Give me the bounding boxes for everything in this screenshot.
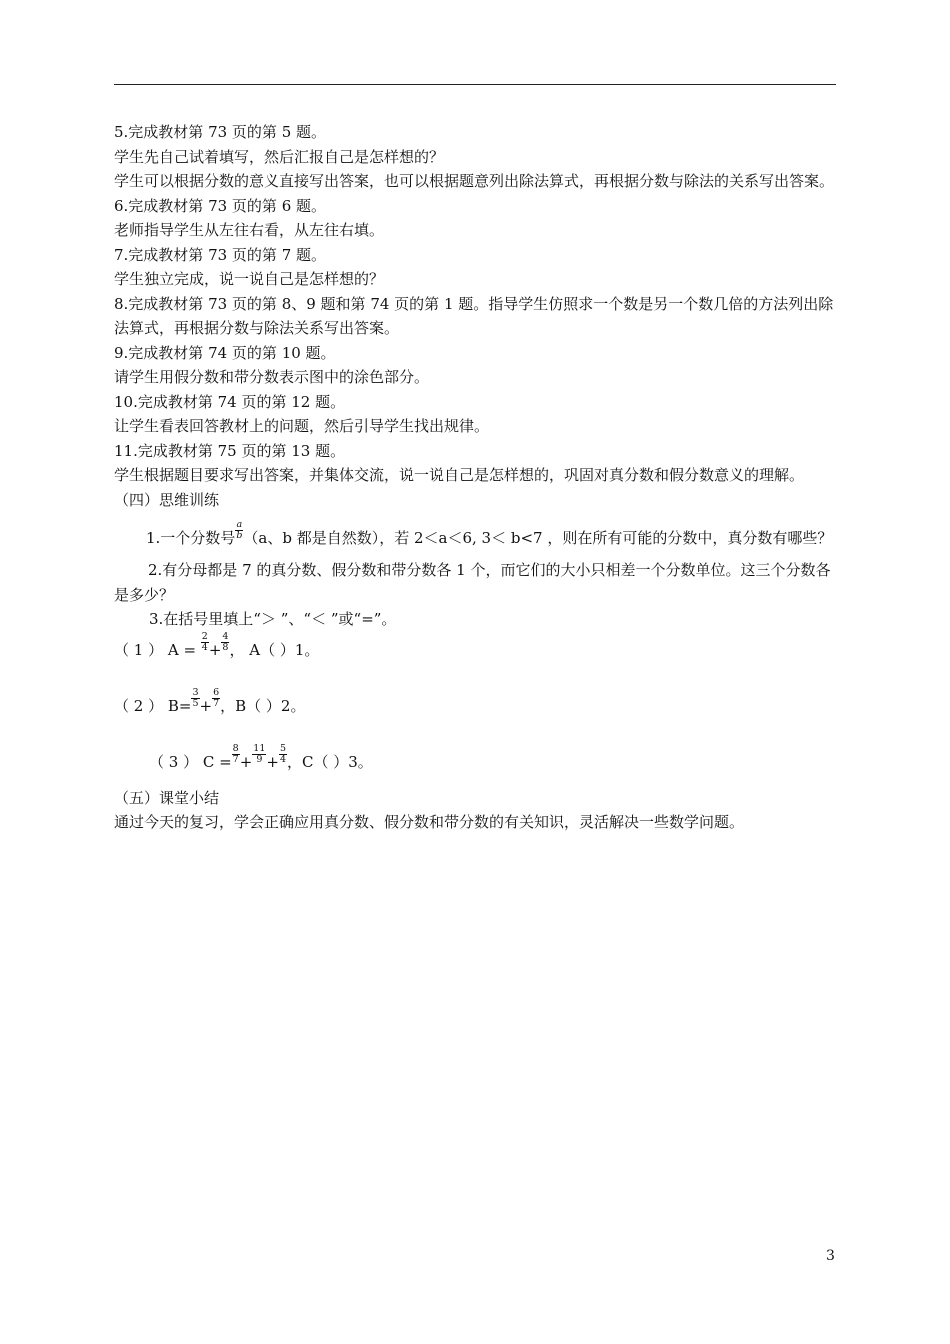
question-1: 1.一个分数号 $\frac{a}{b}$ （a、b 都是自然数），若 2＜a＜6, 3＜ b<7 ，则在所有可能的分数中，真分数有哪些？	[146, 519, 833, 547]
item-5-explanation: 学生可以根据分数的意义直接写出答案，也可以根据题意列出除法算式，再根据分数与除法的关系写出答案。	[114, 172, 835, 190]
item-11: 11.完成教材第 75 页的第 13 题。	[114, 441, 346, 460]
item-5: 5.完成教材第 73 页的第 5 题。	[114, 123, 327, 141]
item-6: 6.完成教材第 73 页的第 6 题。	[114, 196, 327, 215]
header-rule	[114, 84, 836, 85]
document-body	[114, 120, 836, 835]
section-5-heading: （五）课堂小结	[114, 788, 220, 807]
item-6-note: 老师指导学生从左往右看，从左往右填。	[114, 221, 385, 239]
fraction: $\frac{6}{7}$	[213, 686, 220, 709]
item-11-note: 学生根据题目要求写出答案，并集体交流，说一说自己是怎样想的，巩固对真分数和假分数意义的理解。	[114, 466, 805, 484]
item-10: 10.完成教材第 74 页的第 12 题。	[114, 392, 346, 411]
page-number: 3	[826, 1248, 835, 1264]
fraction-a-over-b: $\frac{a}{b}$	[236, 519, 243, 541]
section-5-summary: 通过今天的复习，学会正确应用真分数、假分数和带分数的有关知识，灵活解决一些数学问题。	[114, 813, 745, 831]
question-3-part-3: （ 3 ） C = $\frac{8}{7}$ + $\frac{11}{9}$ + $\frac{5}{4}$ ，C（ ）3。	[149, 742, 373, 771]
item-10-note: 让学生看表回答教材上的问题，然后引导学生找出规律。	[114, 417, 490, 435]
fraction: $\frac{4}{8}$	[222, 630, 229, 653]
fraction: $\frac{11}{9}$	[253, 742, 266, 765]
fraction: $\frac{2}{4}$	[201, 630, 208, 653]
fraction: $\frac{5}{4}$	[279, 742, 287, 765]
question-3-part-2: （ 2 ） B= $\frac{3}{5}$ + $\frac{6}{7}$ ，B（ ）2。	[114, 686, 306, 715]
fraction: $\frac{8}{7}$	[232, 742, 239, 765]
question-3: 3.在括号里填上“＞ ”、“＜ ”或“=”。	[149, 610, 397, 628]
item-9-note: 请学生用假分数和带分数表示图中的涂色部分。	[114, 368, 430, 386]
item-9: 9.完成教材第 74 页的第 10 题。	[114, 343, 336, 362]
fraction: $\frac{3}{5}$	[192, 686, 199, 709]
item-7: 7.完成教材第 73 页的第 7 题。	[114, 245, 327, 264]
question-3-part-1: （ 1 ） A = $\frac{2}{4}$ + $\frac{4}{8}$ ， A（ ）1。	[114, 630, 320, 659]
item-5-note: 学生先自己试着填写，然后汇报自己是怎样想的？	[114, 147, 445, 166]
section-4-heading: （四）思维训练	[114, 490, 220, 509]
item-7-note: 学生独立完成，说一说自己是怎样想的？	[114, 270, 385, 288]
question-2: 2.有分母都是 7 的真分数、假分数和带分数各 1 个，而它们的大小只相差一个分数单位。这三个分数各是多少？	[114, 561, 831, 604]
item-8: 8.完成教材第 73 页的第 8、9 题和第 74 页的第 1 题。指导学生仿照求一个数是另一个数几倍的方法列出除法算式，再根据分数与除法关系写出答案。	[114, 294, 834, 337]
